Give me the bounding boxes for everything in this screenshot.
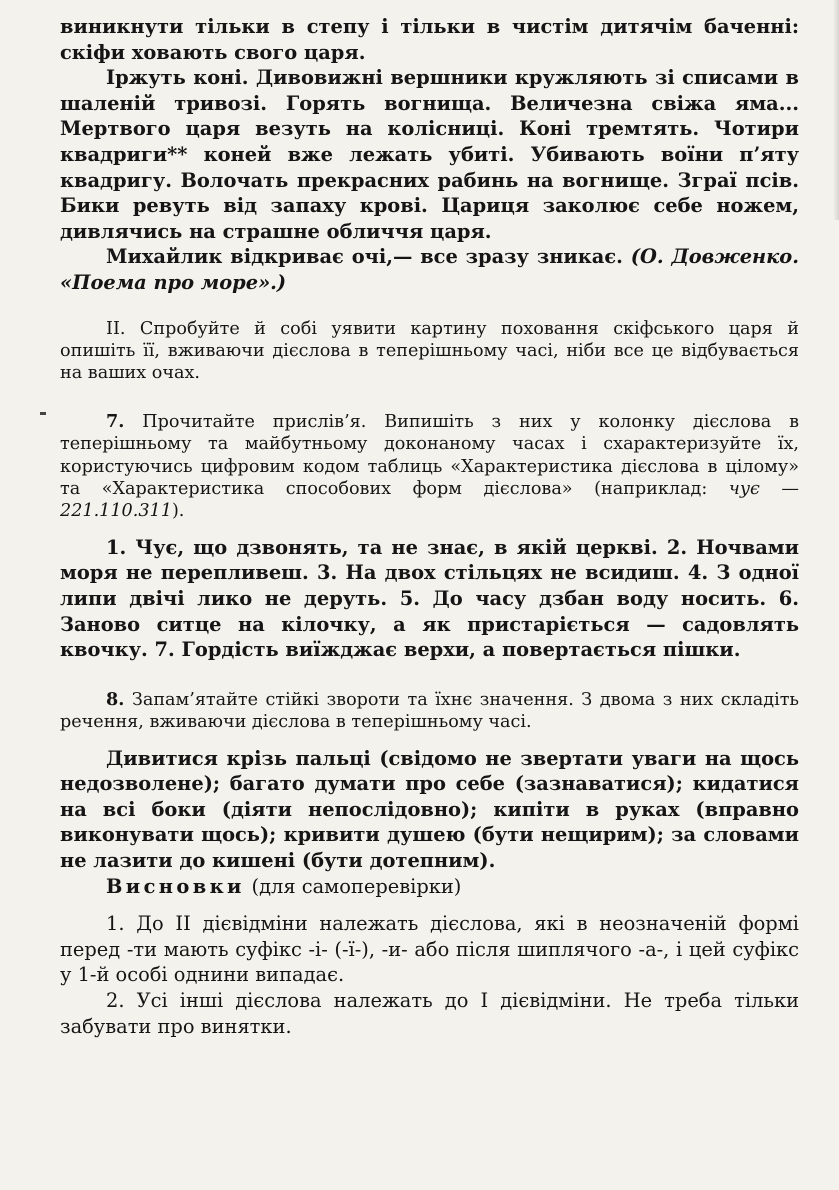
task-7-end: ).: [171, 501, 185, 522]
task-7-number: 7.: [106, 410, 125, 432]
task-8: [60, 689, 799, 734]
task-7-text: Прочитайте прислів’я. Випишіть з них у колонку дієслова в теперішньому та майбутньому доконаному часах і схарактеризуйте їх, користуючись цифровим кодом таблиць «Характеристика дієслова в цілому» та «Характеристика способових форм дієслова» (наприклад:: [60, 411, 799, 499]
paragraph-ending: [60, 244, 799, 295]
idioms-list: Дивитися крізь пальці (свідомо не звертати уваги на щось недозволене); багато думати про себе (зазнаватися); кидатися на всі боки (діяти непослідовно); кипіти в руках (вправно виконувати щось); кривити душею (бути нещирим); за словами не лазити до кишені (бути дотепним).: [60, 746, 799, 872]
paragraph-continuation: виникнути тільки в степу і тільки в чистім дитячім баченні: скіфи ховають свого царя.: [60, 15, 799, 64]
paragraph-burial-scene: Іржуть коні. Дивовижні вершники кружляють зі списами в шаленій тривозі. Горять вогнища. Величезна свіжа яма... Мертвого царя везуть на колісниці. Коні тремтять. Чотири квадриги** коней вже лежать убиті. Убивають воїни п’яту квадригу. Волочать прекрасних рабинь на вогнище. Зграї псів. Бики ревуть від запаху крові. Цариця заколює себе ножем, дивлячись на страшне обличчя царя.: [60, 66, 799, 243]
conclusions-title: Висновки: [106, 874, 245, 898]
conclusions-subtitle: (для самоперевірки): [251, 874, 462, 898]
task-ii: II. Спробуйте й собі уявити картину поховання скіфського царя й опишіть її, вживаючи дієслова в теперішньому часі, ніби все це відбувається на ваших очах.: [60, 318, 799, 384]
scan-edge-shadow: [833, 0, 839, 220]
proverbs-list: 1. Чує, що дзвонять, та не знає, в якій церкві. 2. Ночвами моря не перепливеш. 3. На двох стільцях не всидиш. 4. З одної липи двічі лико не деруть. 5. До часу дзбан воду носить. 6. Заново ситце на кілочку, а як пристаріється — садовлять квочку. 7. Гордість виїжджає верхи, а повертається пішки.: [60, 535, 799, 662]
conclusion-1: 1. До II дієвідміни належать дієслова, які в неозначеній формі перед -ти мають суфікс -і- (-ї-), -и- або після шиплячого -а-, і цей суфікс у 1-й особі однини випадає.: [60, 912, 799, 987]
author-citation: (О. Довженко. «Поема про море».): [60, 245, 799, 294]
ending-text: Михайлик відкриває очі,— все зразу зникає.: [106, 245, 623, 269]
task-7-example: чує — 221.110.311: [60, 478, 800, 522]
conclusions-heading: [60, 874, 799, 900]
conclusion-2: 2. Усі інші дієслова належать до I дієвідміни. Не треба тільки забувати про винятки.: [60, 988, 799, 1038]
task-8-number: 8.: [106, 688, 125, 710]
margin-mark: [40, 412, 46, 415]
task-8-text: Запам’ятайте стійкі звороти та їхнє значення. З двома з них складіть речення, вживаючи дієслова в теперішньому часі.: [60, 689, 800, 733]
task-7: [60, 411, 799, 523]
